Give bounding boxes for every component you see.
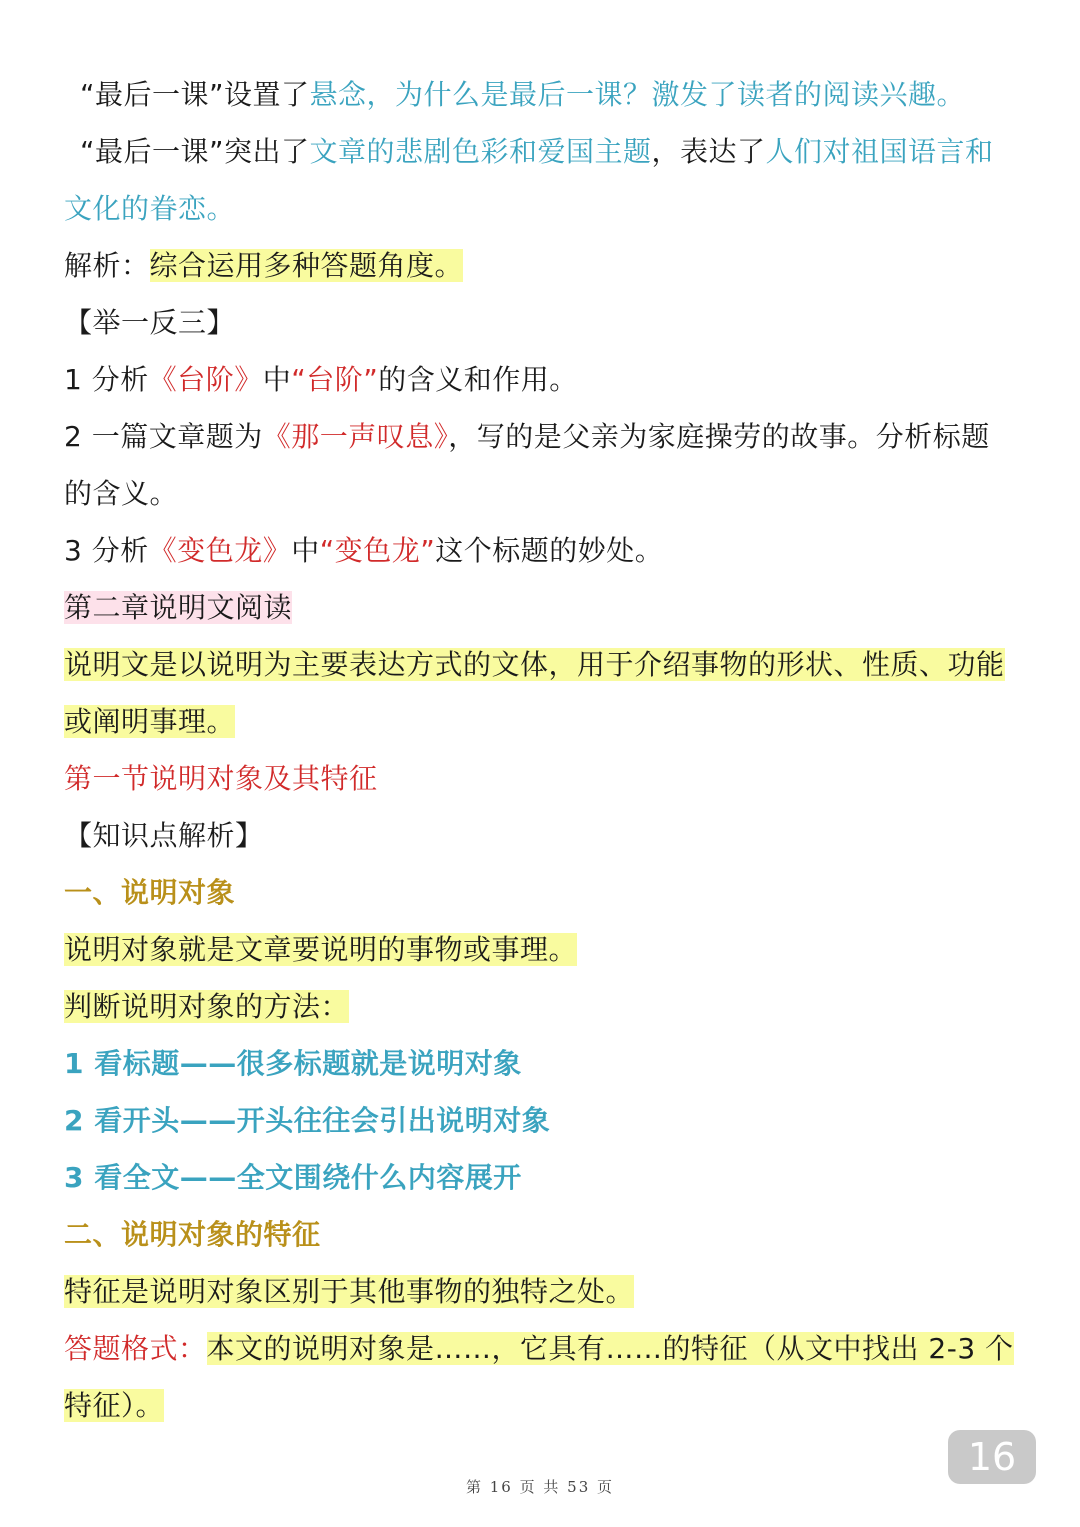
answer-format-line [64, 1320, 1019, 1377]
footer-current-page: 16 [489, 1478, 513, 1496]
answer-format-text: 本文的说明对象是……，它具有……的特征（从文中找出 2-3 个 [206, 1332, 1014, 1365]
footer-total-pages: 53 [567, 1478, 591, 1496]
book-title: 《台阶》 [148, 363, 263, 396]
definition-line [64, 978, 1019, 1035]
text-segment: 2 一篇文章题为 [64, 420, 263, 453]
section-heading [64, 750, 1019, 807]
text-segment: 中 [262, 363, 292, 396]
subsection-title: 一、说明对象 [64, 876, 236, 909]
knowledge-heading: 【知识点解析】 [64, 819, 264, 852]
answer-text: 文化的眷恋。 [64, 192, 236, 225]
answer-format-text: 特征）。 [64, 1389, 165, 1422]
answer-text: 文章的悲剧色彩和爱国主题 [309, 135, 652, 168]
chapter-title: 第二章说明文阅读 [64, 591, 293, 624]
text-segment: ，写的是父亲为家庭操劳的故事。分析标题 [448, 420, 990, 453]
section-heading [64, 294, 1019, 351]
exercise-item-continued [64, 465, 1019, 522]
definition-line [64, 693, 1019, 750]
text-segment: 中 [291, 534, 320, 567]
section-heading [64, 807, 1019, 864]
definition-text: 判断说明对象的方法： [64, 990, 350, 1023]
answer-text: 人们对祖国语言和 [765, 135, 994, 168]
text-segment: 这个标题的妙处。 [435, 534, 664, 567]
book-title: 《那一声叹息》 [262, 420, 449, 453]
quoted-term: “台阶” [291, 363, 379, 396]
exercise-item [64, 522, 1019, 579]
method-text: 2 看开头——开头往往会引出说明对象 [64, 1104, 551, 1137]
method-item [64, 1092, 1019, 1149]
text-segment: 的含义和作用。 [378, 363, 578, 396]
definition-text: 特征是说明对象区别于其他事物的独特之处。 [64, 1275, 635, 1308]
text-segment: 的含义。 [64, 477, 179, 510]
answer-format-label: 答题格式： [64, 1332, 207, 1365]
text-segment: ，表达了 [651, 135, 766, 168]
definition-line [64, 1263, 1019, 1320]
practice-heading: 【举一反三】 [64, 306, 236, 339]
method-text: 3 看全文——全文围绕什么内容展开 [64, 1161, 522, 1194]
method-text: 1 看标题——很多标题就是说明对象 [64, 1047, 522, 1080]
footer-prefix: 第 [465, 1478, 483, 1496]
definition-text: 说明对象就是文章要说明的事物或事理。 [64, 933, 578, 966]
analysis-label: 解析： [64, 249, 150, 282]
page-number-badge: 16 [948, 1430, 1036, 1484]
method-item [64, 1149, 1019, 1206]
analysis-text: 综合运用多种答题角度。 [149, 249, 464, 282]
text-segment: “最后一课”突出了 [80, 135, 310, 168]
quoted-term: “变色龙” [319, 534, 436, 567]
definition-line [64, 921, 1019, 978]
definition-line [64, 636, 1019, 693]
method-item [64, 1035, 1019, 1092]
paragraph-line [64, 66, 1019, 123]
definition-text: 说明文是以说明为主要表达方式的文体，用于介绍事物的形状、性质、功能 [64, 648, 1005, 681]
subsection-title: 二、说明对象的特征 [64, 1218, 321, 1251]
exercise-item [64, 351, 1019, 408]
text-segment: 1 分析 [64, 363, 149, 396]
paragraph-line [64, 180, 1019, 237]
subsection-heading [64, 864, 1019, 921]
subsection-heading [64, 1206, 1019, 1263]
answer-format-line [64, 1377, 1019, 1434]
footer-suffix: 页 [597, 1478, 615, 1496]
answer-text: 悬念，为什么是最后一课？激发了读者的阅读兴趣。 [309, 78, 966, 111]
analysis-line [64, 237, 1019, 294]
paragraph-line [64, 123, 1019, 180]
page-footer [0, 1476, 1080, 1497]
text-segment: 3 分析 [64, 534, 149, 567]
chapter-heading [64, 579, 1019, 636]
text-segment: “最后一课”设置了 [80, 78, 310, 111]
exercise-item [64, 408, 1019, 465]
definition-text: 或阐明事理。 [64, 705, 236, 738]
footer-middle: 页 共 [519, 1478, 561, 1496]
document-body [64, 66, 1019, 1434]
section-title: 第一节说明对象及其特征 [64, 762, 378, 795]
book-title: 《变色龙》 [148, 534, 292, 567]
